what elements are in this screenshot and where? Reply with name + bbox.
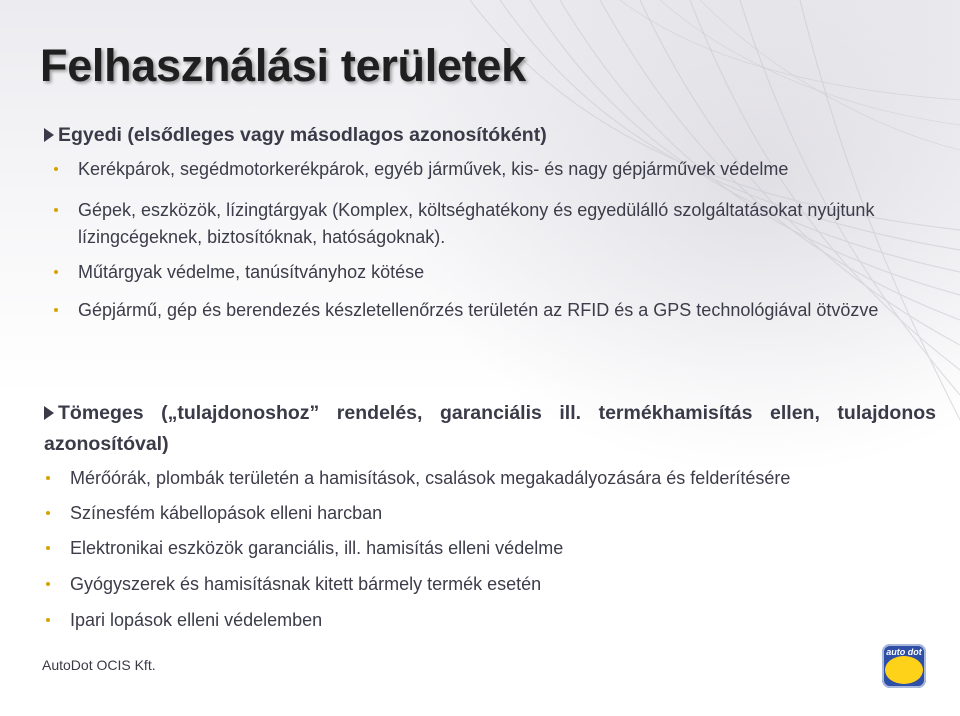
section-heading-text: Egyedi (elsődleges vagy másodlagos azonosítóként) xyxy=(58,124,547,146)
dot-bullet-icon xyxy=(46,511,50,515)
dot-bullet-icon xyxy=(54,270,58,274)
list-item-text: Gyógyszerek és hamisításnak kitett bármely termék esetén xyxy=(70,574,542,594)
triangle-bullet-icon xyxy=(44,406,54,420)
list-item xyxy=(70,571,930,598)
list-item-text: Ipari lopások elleni védelemben xyxy=(70,610,323,630)
list-item-text: Színesfém kábellopások elleni harcban xyxy=(70,503,383,523)
section-heading-individual xyxy=(44,124,547,147)
section-heading-text: Tömeges („tulajdonoshoz” rendelés, garanciális ill. termékhamisítás ellen, tulajdonos azonosítóval) xyxy=(44,402,936,455)
logo-text: auto dot xyxy=(886,647,922,657)
list-item xyxy=(78,259,938,286)
dot-bullet-icon xyxy=(46,476,50,480)
section-heading-bulk xyxy=(44,398,936,460)
list-item xyxy=(70,500,930,527)
list-item xyxy=(78,197,938,251)
dot-bullet-icon xyxy=(46,618,50,622)
dot-bullet-icon xyxy=(46,546,50,550)
list-item-text: Kerékpárok, segédmotorkerékpárok, egyéb járművek, kis- és nagy gépjárművek védelme xyxy=(78,159,789,179)
footer-company: AutoDot OCIS Kft. xyxy=(42,657,156,673)
list-item-text: Elektronikai eszközök garanciális, ill. hamisítás elleni védelme xyxy=(70,538,564,558)
list-item-text: Műtárgyak védelme, tanúsítványhoz kötése xyxy=(78,262,425,282)
logo-disc xyxy=(885,656,923,684)
list-item xyxy=(70,465,930,492)
page-title: Felhasználási területek xyxy=(40,40,526,91)
dot-bullet-icon xyxy=(46,582,50,586)
list-item-text: Gépek, eszközök, lízingtárgyak (Komplex, költséghatékony és egyedülálló szolgáltatásokat nyújtunk lízingcégeknek, biztosítóknak, hatóságoknak). xyxy=(78,200,875,247)
list-item xyxy=(70,607,930,634)
triangle-bullet-icon xyxy=(44,128,54,142)
dot-bullet-icon xyxy=(54,167,58,171)
list-item xyxy=(70,535,930,562)
dot-bullet-icon xyxy=(54,208,58,212)
list-item-text: Gépjármű, gép és berendezés készletellenőrzés területén az RFID és a GPS technológiával ötvözve xyxy=(78,300,879,320)
list-item xyxy=(78,297,933,324)
autodot-logo-icon xyxy=(882,644,926,688)
list-item xyxy=(78,156,938,183)
list-item-text: Mérőórák, plombák területén a hamisítások, csalások megakadályozására és felderítésére xyxy=(70,468,791,488)
dot-bullet-icon xyxy=(54,308,58,312)
